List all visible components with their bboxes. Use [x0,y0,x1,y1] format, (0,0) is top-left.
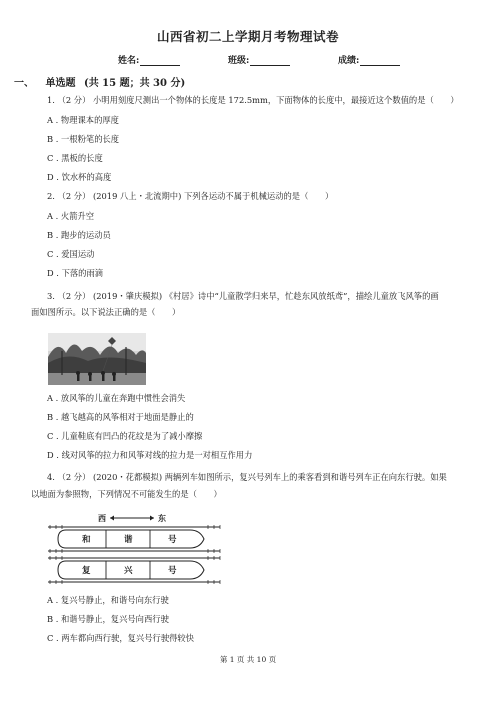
name-blank [140,55,180,66]
kite-scene-image [48,333,146,385]
train-fuxing [58,561,204,579]
train-hexie [58,530,204,548]
q3-option-c: C . 儿童鞋底有凹凸的花纹是为了减小摩擦 [47,431,203,441]
train-bottom-car-1: 复 [82,566,91,576]
train-bottom-car-3: 号 [168,566,177,576]
west-label: 西 [98,513,106,523]
q3-option-d: D . 线对风筝的拉力和风筝对线的拉力是一对相互作用力 [47,450,253,460]
score-field [338,53,400,66]
kite-photo [48,333,146,385]
section-info: (共 15 题；共 30 分) [83,78,186,89]
train-bottom-car-2: 兴 [124,566,133,576]
train-top-car-2: 谐 [124,535,133,545]
q2-option-b: B . 跑步的运动员 [47,230,111,240]
question-3-cont: 面如图所示。以下说法正确的是（ ） [31,307,181,317]
question-4-cont: 以地面为参照物，下列情况不可能发生的是（ ） [31,489,222,499]
q3-option-b: B . 越飞越高的风筝相对于地面是静止的 [47,412,194,422]
q1-option-a: A . 物理课本的厚度 [47,115,119,125]
question-1: 1. （2 分） 小明用刻度尺测出一个物体的长度是 172.5mm，下面物体的长度中，最接近这个数值的是（ ） [47,95,459,105]
east-label: 东 [158,513,166,523]
train-diagram-svg [40,510,230,588]
train-diagram [40,510,230,588]
q2-option-d: D . 下落的雨滴 [47,268,104,278]
q2-option-c: C . 爱国运动 [47,249,95,259]
class-blank [250,55,290,66]
page-title: 山西省初二上学期月考物理试卷 [156,29,339,44]
q1-option-b: B . 一根粉笔的长度 [47,134,120,144]
name-field [118,53,228,66]
question-2: 2. （2 分） (2019 八上・北流期中) 下列各运动不属于机械运动的是（ ） [47,191,334,201]
class-field [228,53,338,66]
class-label: 班级: [228,56,250,66]
page-footer: 第 1 页 共 10 页 [219,655,277,664]
student-info [118,53,400,66]
q4-option-a: A . 复兴号静止，和谐号向东行驶 [47,595,169,605]
section-label: 单选题 [45,78,76,89]
q1-option-d: D . 饮水杯的高度 [47,172,112,182]
q1-option-c: C . 黑板的长度 [47,153,103,163]
score-label: 成绩: [338,56,360,66]
section-number: 一、 [14,78,34,89]
q4-option-b: B . 和谐号静止，复兴号向西行驶 [47,614,169,624]
name-label: 姓名: [118,56,140,66]
question-3: 3. （2 分） (2019・肇庆模拟) 《村居》诗中“儿童散学归来早，忙趁东风放纸鸢”，描绘儿童放飞风筝的画 [47,291,439,301]
q2-option-a: A . 火箭升空 [47,211,95,221]
question-4: 4. （2 分） (2020・花都模拟) 两辆列车如图所示，复兴号列车上的乘客看到和谐号列车正在向东行驶。如果 [47,472,447,482]
q3-option-a: A . 放风筝的儿童在奔跑中惯性会消失 [47,393,186,403]
score-blank [360,55,400,66]
section-heading [14,74,185,89]
direction-arrow-icon [110,516,154,521]
train-top-car-1: 和 [82,535,91,545]
q4-option-c: C . 两车都向西行驶，复兴号行驶得较快 [47,633,195,643]
train-top-car-3: 号 [168,535,177,545]
